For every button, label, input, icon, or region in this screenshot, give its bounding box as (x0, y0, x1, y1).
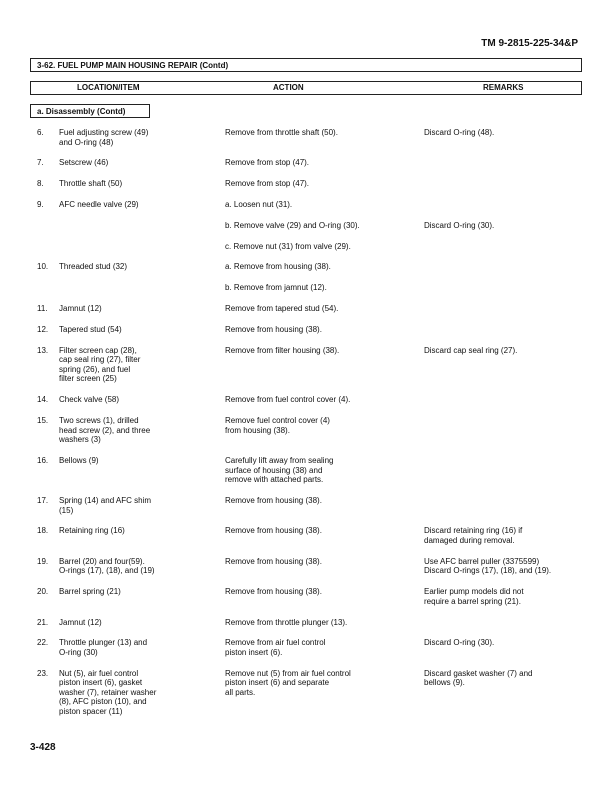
action-text: Remove from tapered stud (54). (225, 303, 339, 313)
column-header (30, 81, 582, 95)
location-item: Jamnut (12) (59, 617, 102, 627)
action-text: Remove from filter housing (38). (225, 345, 340, 355)
step-number: 14. (37, 395, 49, 405)
location-item: AFC needle valve (29) (59, 199, 139, 209)
table-row (0, 669, 612, 728)
step-number: 16. (37, 455, 49, 465)
table-row (0, 346, 612, 396)
action-text: Remove from housing (38). (225, 526, 322, 536)
table-row (0, 128, 612, 158)
table-row (0, 618, 612, 639)
location-item: Fuel adjusting screw (49) and O-ring (48) (59, 128, 149, 147)
step-number: 20. (37, 587, 49, 597)
location-item: Threaded stud (32) (59, 262, 128, 272)
table-row (0, 304, 612, 325)
remarks-text: Discard gasket washer (7) and bellows (9). (424, 668, 533, 688)
action-text: Remove from housing (38). (225, 556, 322, 566)
location-item: Throttle plunger (13) and O-ring (30) (59, 638, 148, 657)
action-text: Remove from fuel control cover (4). (225, 395, 351, 405)
remarks-text: Discard cap seal ring (27). (424, 345, 518, 355)
step-number: 21. (37, 617, 49, 627)
action-text: a. Loosen nut (31). (225, 199, 293, 209)
page-number: 3-428 (30, 742, 56, 753)
action-text: Remove from housing (38). (225, 495, 322, 505)
table-row (0, 557, 612, 587)
step-number: 9. (37, 199, 44, 209)
table-row (0, 638, 612, 668)
table-row (0, 158, 612, 179)
table-row (0, 395, 612, 416)
step-number: 19. (37, 556, 49, 566)
step-number: 10. (37, 262, 49, 272)
action-text: Carefully lift away from sealing surface of housing (38) and remove with attached parts. (225, 455, 334, 485)
table-row (0, 416, 612, 456)
table-row (0, 200, 612, 221)
action-text: a. Remove from housing (38). (225, 262, 331, 272)
location-item: Barrel (20) and four(59). O-rings (17), (18), and (19) (59, 556, 155, 576)
step-number: 11. (37, 303, 48, 313)
step-number: 13. (37, 345, 49, 355)
tm-number: TM 9-2815-225-34&P (481, 38, 578, 49)
action-text: Remove from throttle shaft (50). (225, 128, 338, 137)
location-item: Jamnut (12) (59, 303, 102, 313)
remarks-text: Discard O-ring (30). (424, 220, 495, 230)
action-text: Remove from air fuel control piston insert (6). (225, 638, 326, 657)
location-item: Barrel spring (21) (59, 587, 121, 597)
location-item: Throttle shaft (50) (59, 179, 123, 189)
location-item: Filter screen cap (28), cap seal ring (27), filter spring (26), and fuel filter screen (25) (59, 345, 141, 384)
action-text: Remove from housing (38). (225, 324, 322, 334)
table-row (0, 221, 612, 242)
location-item: Setscrew (46) (59, 158, 109, 168)
table-row (0, 179, 612, 200)
step-number: 7. (37, 158, 44, 168)
table-row (0, 496, 612, 526)
step-number: 8. (37, 179, 44, 189)
location-item: Bellows (9) (59, 455, 99, 465)
remarks-header: REMARKS (483, 83, 524, 92)
remarks-text: Discard O-ring (48). (424, 128, 495, 137)
location-item: Two screws (1), drilled head screw (2), and three washers (3) (59, 415, 151, 445)
location-item: Spring (14) and AFC shim (15) (59, 495, 152, 515)
action-text: Remove nut (5) from air fuel control piston insert (6) and separate all parts. (225, 668, 351, 697)
table-row (0, 456, 612, 496)
step-number: 18. (37, 526, 49, 536)
location-item: Retaining ring (16) (59, 526, 125, 536)
action-text: Remove from stop (47). (225, 179, 310, 189)
action-text: Remove from throttle plunger (13). (225, 617, 348, 627)
step-number: 15. (37, 415, 49, 425)
step-number: 17. (37, 495, 49, 505)
step-number: 22. (37, 638, 49, 648)
location-item: Tapered stud (54) (59, 324, 122, 334)
action-text: b. Remove valve (29) and O-ring (30). (225, 220, 360, 230)
action-text: Remove fuel control cover (4) from housing (38). (225, 415, 330, 435)
action-text: b. Remove from jamnut (12). (225, 283, 327, 293)
table-row (0, 283, 612, 304)
remarks-text: Use AFC barrel puller (3375599) Discard O-rings (17), (18), and (19). (424, 556, 552, 576)
action-header: ACTION (273, 83, 304, 92)
remarks-text: Discard O-ring (30). (424, 638, 495, 648)
action-text: c. Remove nut (31) from valve (29). (225, 241, 351, 251)
step-number: 12. (37, 324, 49, 334)
procedure-table (0, 128, 612, 728)
table-row (0, 587, 612, 617)
table-row (0, 262, 612, 283)
location-header: LOCATION/ITEM (77, 83, 140, 92)
location-item: Nut (5), air fuel control piston insert (6), gasket washer (7), retainer washer (8), AFC piston (10), and piston spacer (11) (59, 668, 157, 717)
step-number: 6. (37, 128, 44, 137)
table-row (0, 526, 612, 556)
location-item: Check valve (58) (59, 395, 120, 405)
action-text: Remove from housing (38). (225, 587, 322, 597)
table-row (0, 242, 612, 263)
remarks-text: Earlier pump models did not require a barrel spring (21). (424, 587, 524, 606)
step-number: 23. (37, 668, 49, 678)
action-text: Remove from stop (47). (225, 158, 310, 168)
section-title: 3-62. FUEL PUMP MAIN HOUSING REPAIR (Contd) (30, 58, 582, 72)
remarks-text: Discard retaining ring (16) if damaged during removal. (424, 526, 523, 545)
table-row (0, 325, 612, 346)
subsection-label: a. Disassembly (Contd) (30, 104, 150, 118)
